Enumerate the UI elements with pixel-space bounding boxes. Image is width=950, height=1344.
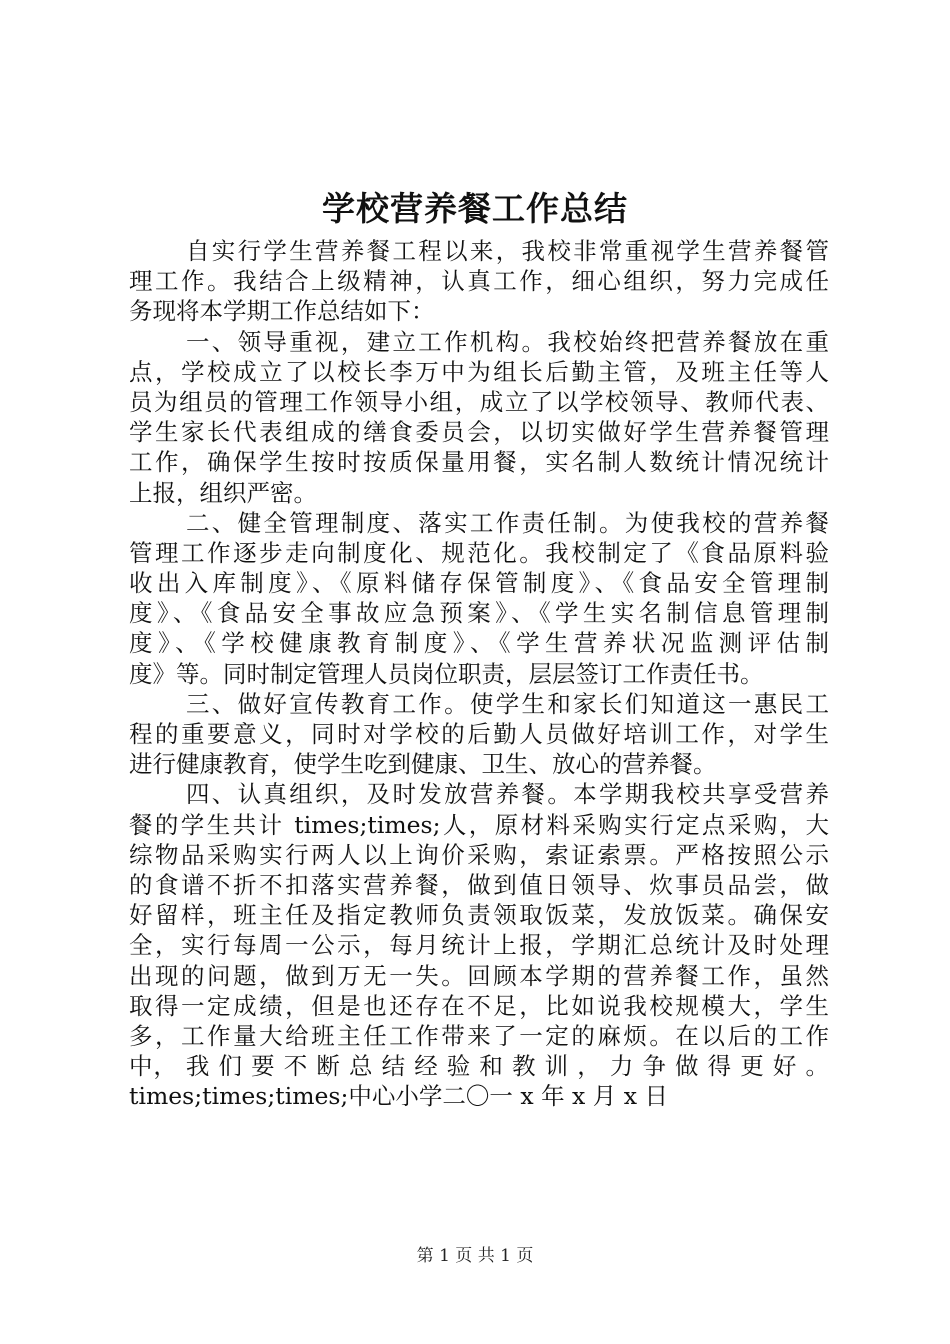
body-line: 全，实行每周一公示，每月统计上报，学期汇总统计及时处理 (129, 931, 829, 960)
body-line: 综物品采购实行两人以上询价采购，索证索票。严格按照公示 (129, 840, 829, 869)
body-line: 度》、《食品安全事故应急预案》、《学生实名制信息管理制 (129, 599, 829, 628)
body-line: 上报，组织严密。 (129, 478, 317, 507)
body-line: 自实行学生营养餐工程以来，我校非常重视学生营养餐管 (186, 237, 829, 265)
body-line: 三、做好宣传教育工作。使学生和家长们知道这一惠民工 (186, 689, 829, 718)
body-line: 出现的问题，做到万无一失。回顾本学期的营养餐工作，虽然 (129, 961, 829, 990)
body-line: times;times;times;中心小学二〇一 x 年 x 月 x 日 (129, 1082, 668, 1111)
body-line: 二、健全管理制度、落实工作责任制。为使我校的营养餐 (186, 508, 829, 537)
body-line: 中， 我 们 要 不 断 总 结 经 验 和 教 训 ， 力 争 做 得 更 好 。 (129, 1052, 829, 1081)
body-line: 进行健康教育，使学生吃到健康、卫生、放心的营养餐。 (129, 750, 717, 779)
document-title: 学校营养餐工作总结 (322, 189, 628, 228)
page-footer: 第 1 页 共 1 页 (416, 1246, 534, 1266)
body-line: 的食谱不折不扣落实营养餐，做到值日领导、炊事员品尝，做 (129, 870, 829, 899)
body-line: 管理工作逐步走向制度化、规范化。我校制定了《食品原料验 (129, 538, 829, 567)
body-line: 度》、《学校健康教育制度》、《学生营养状况监测评估制 (129, 629, 829, 658)
body-line: 四、认真组织，及时发放营养餐。本学期我校共享受营养 (186, 780, 829, 809)
body-line: 好留样，班主任及指定教师负责领取饭菜，发放饭菜。确保安 (129, 901, 829, 930)
body-line: 员为组员的管理工作领导小组，成立了以学校领导、教师代表、 (129, 387, 829, 416)
body-line: 理工作。我结合上级精神，认真工作，细心组织，努力完成任 (129, 267, 829, 296)
body-line: 程的重要意义，同时对学校的后勤人员做好培训工作，对学生 (129, 720, 829, 748)
body-line: 多，工作量大给班主任工作带来了一定的麻烦。在以后的工作 (129, 1021, 829, 1050)
body-line: 度》等。同时制定管理人员岗位职责，层层签订工作责任书。 (129, 659, 764, 688)
body-line: 取得一定成绩，但是也还存在不足，比如说我校规模大，学生 (129, 991, 829, 1020)
body-line: 务现将本学期工作总结如下： (129, 297, 435, 326)
body-line: 工作，确保学生按时按质保量用餐，实名制人数统计情况统计 (129, 448, 829, 477)
document-body (129, 236, 829, 1111)
body-line: 餐的学生共计 times;times;人，原材料采购实行定点采购，大 (129, 810, 829, 839)
body-line: 学生家长代表组成的缮食委员会，以切实做好学生营养餐管理 (129, 418, 829, 447)
body-line: 一、领导重视，建立工作机构。我校始终把营养餐放在重 (186, 327, 829, 356)
body-line: 点，学校成立了以校长李万中为组长后勤主管，及班主任等人 (129, 357, 829, 386)
body-line: 收出入库制度》、《原料储存保管制度》、《食品安全管理制 (129, 569, 829, 598)
